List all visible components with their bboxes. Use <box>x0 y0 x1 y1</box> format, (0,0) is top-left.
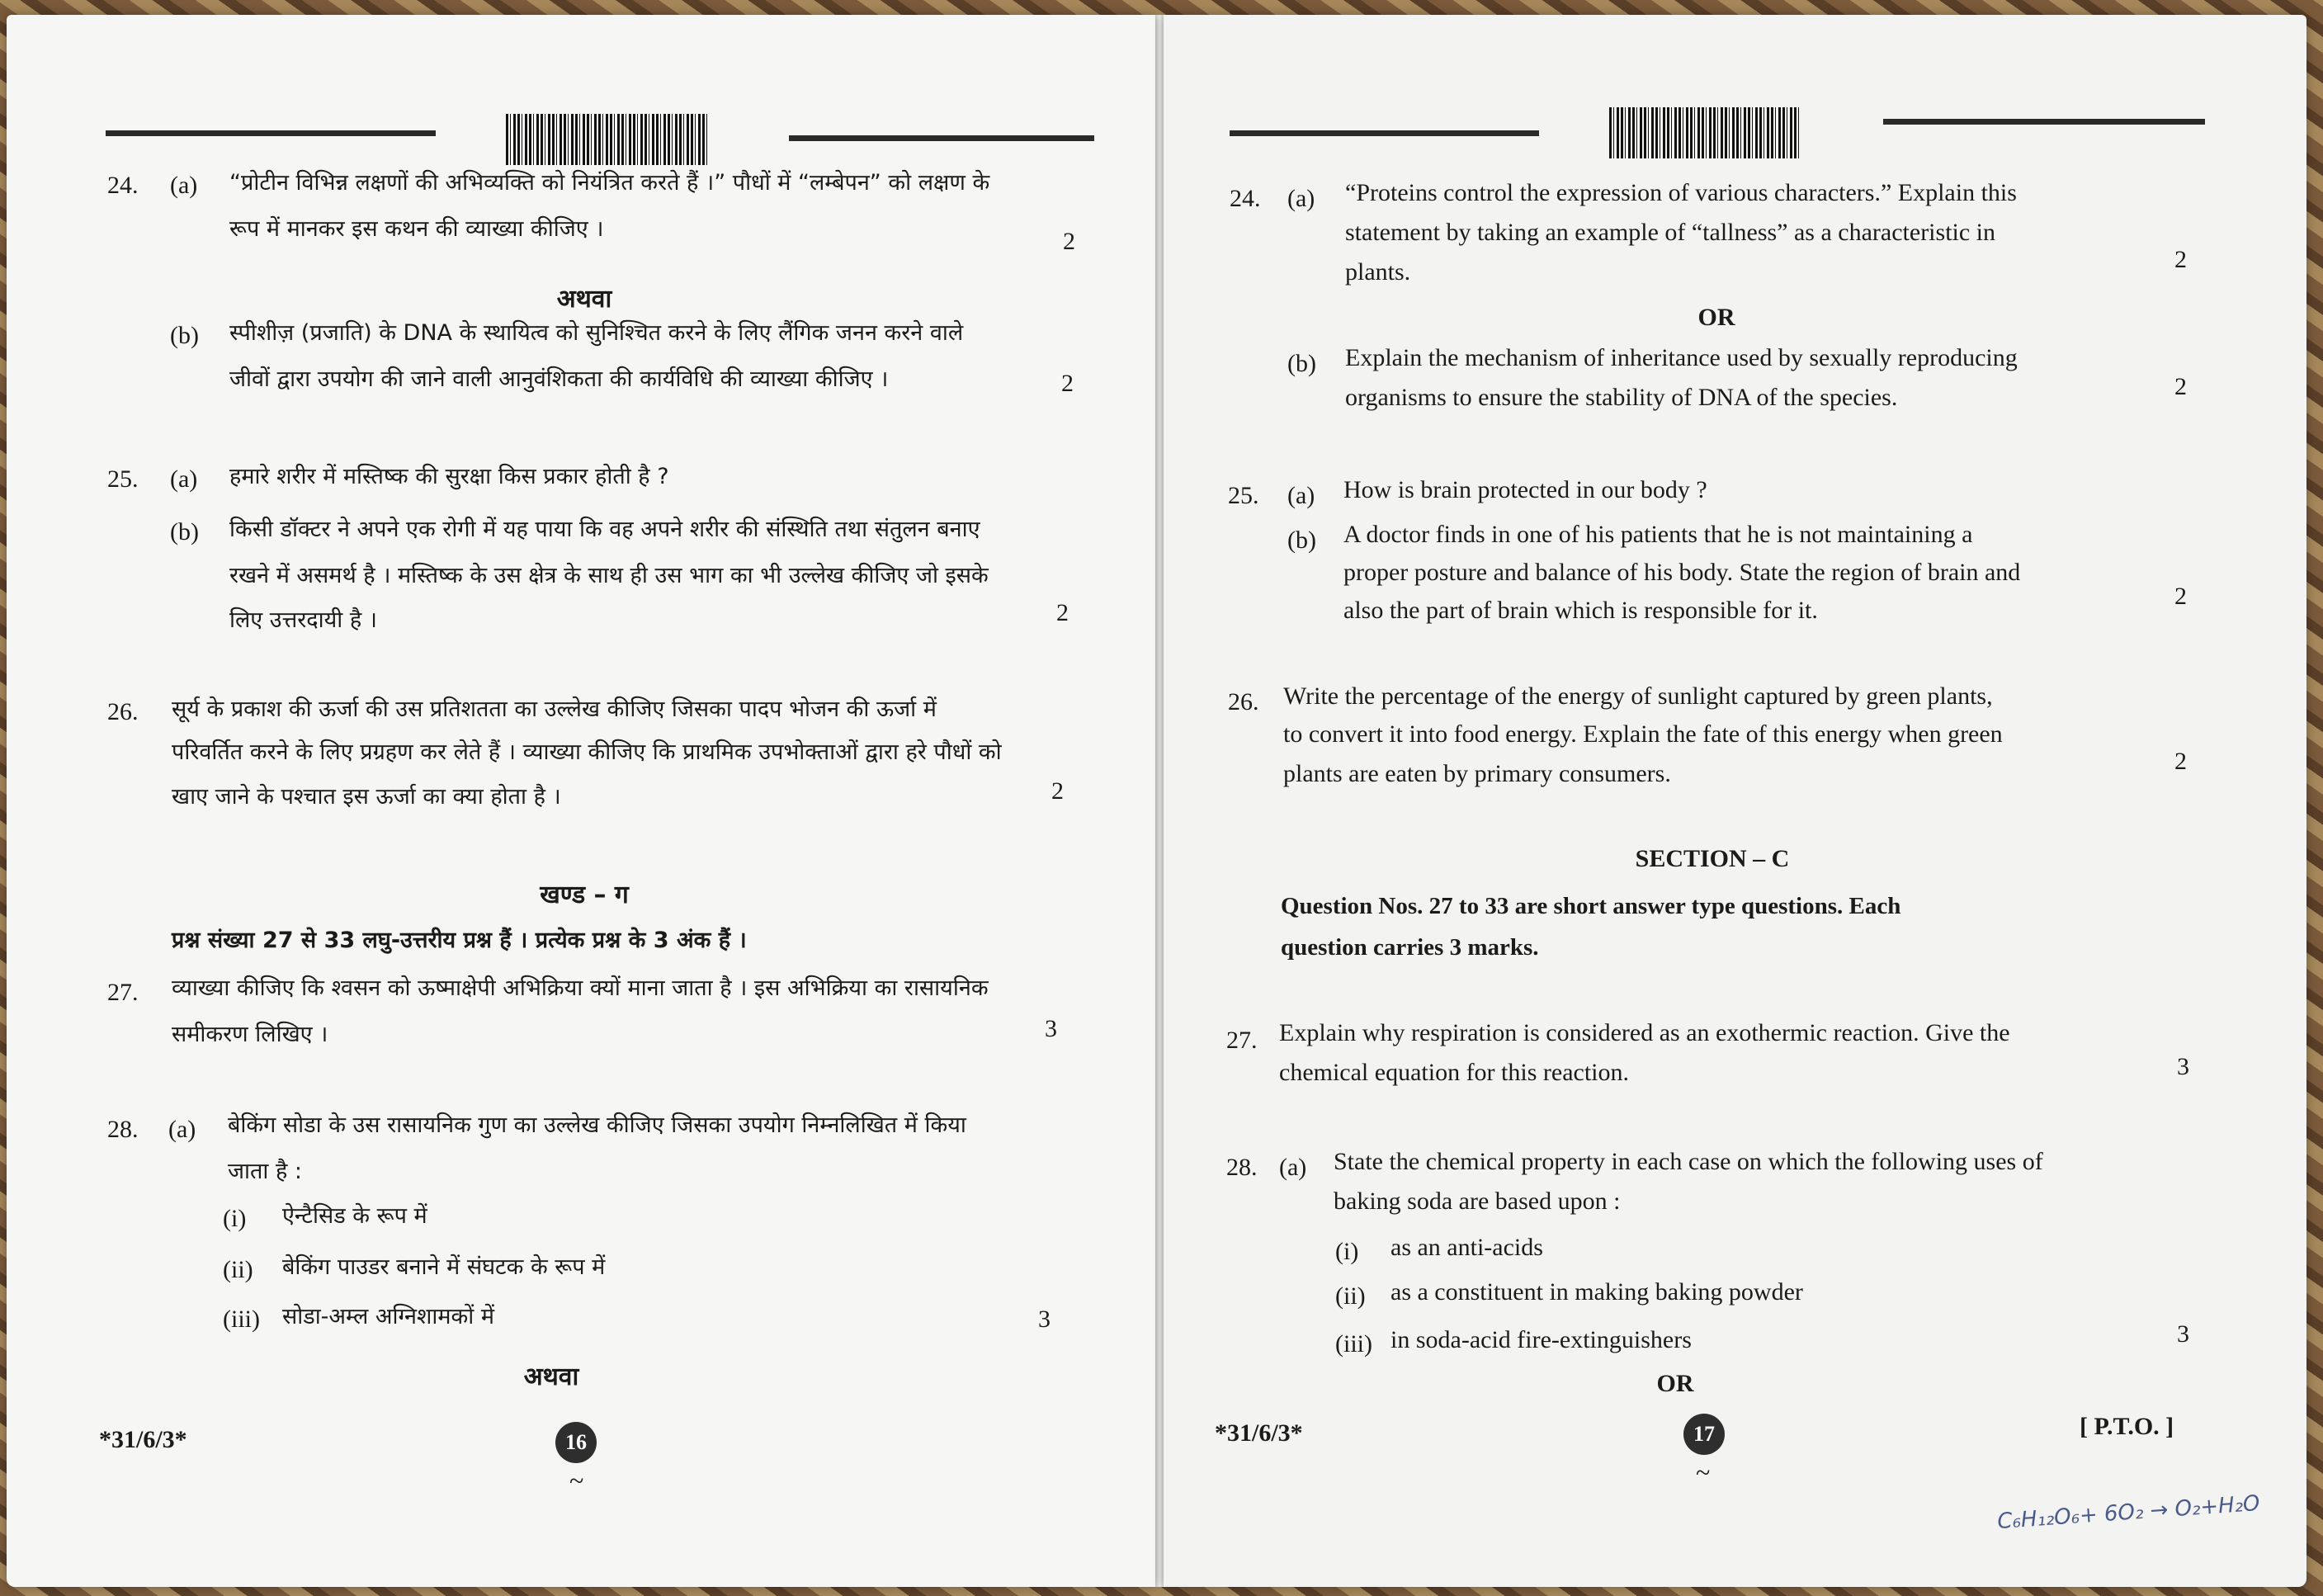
section-title: SECTION – C <box>1635 845 1790 872</box>
q25a-line1: हमारे शरीर में मस्तिष्क की सुरक्षा किस प्रकार होती है ? <box>229 464 669 489</box>
q28-i-label: (i) <box>223 1205 247 1232</box>
q24-or: OR <box>1697 304 1735 331</box>
q26-line3: plants are eaten by primary consumers. <box>1283 760 1671 787</box>
q24a-marks: 2 <box>2174 246 2187 273</box>
q24b-marks: 2 <box>1061 370 1074 397</box>
paper-code: *31/6/3* <box>1215 1419 1303 1447</box>
q24a-marks: 2 <box>1063 228 1075 255</box>
q24a-line1: “Proteins control the expression of various characters.” Explain this <box>1345 179 2017 206</box>
section-title: खण्ड – ग <box>540 881 629 909</box>
q28-iii-label: (iii) <box>1335 1330 1372 1358</box>
header-rule-right <box>789 135 1094 141</box>
q24b-line2: organisms to ensure the stability of DNA of the species. <box>1345 384 1898 411</box>
header-rule-right <box>1883 119 2205 125</box>
q28-iii-text: सोडा-अम्ल अग्निशामकों में <box>282 1304 495 1329</box>
q27-number: 27. <box>107 979 139 1006</box>
q28-ii-text: बेकिंग पाउडर बनाने में संघटक के रूप में <box>282 1254 606 1280</box>
q25b-line3: also the part of brain which is responsible for it. <box>1343 597 1818 624</box>
please-turn-over: [ P.T.O. ] <box>2080 1413 2174 1440</box>
page-number-badge: 16 <box>555 1422 597 1463</box>
q26-line1: सूर्य के प्रकाश की ऊर्जा की उस प्रतिशतता का उल्लेख कीजिए जिसका पादप भोजन की ऊर्जा में <box>172 696 937 722</box>
paper-code: *31/6/3* <box>99 1426 187 1453</box>
q26-line1: Write the percentage of the energy of sunlight captured by green plants, <box>1283 682 1993 710</box>
q28a-line1: बेकिंग सोडा के उस रासायनिक गुण का उल्लेख कीजिए जिसका उपयोग निम्नलिखित में किया <box>228 1112 966 1138</box>
q25a-label: (a) <box>1287 482 1315 509</box>
q25a-label: (a) <box>170 465 198 493</box>
q24b-marks: 2 <box>2174 373 2187 400</box>
q28-or: अथवा <box>523 1362 579 1391</box>
q28-i-text: as an anti-acids <box>1390 1234 1543 1261</box>
q28-iii-label: (iii) <box>223 1306 260 1333</box>
q25b-line1: किसी डॉक्टर ने अपने एक रोगी में यह पाया कि वह अपने शरीर की संस्थिति तथा संतुलन बनाए <box>229 517 980 542</box>
q28a-line2: जाता है : <box>228 1159 303 1184</box>
q24a-line2: रूप में मानकर इस कथन की व्याख्या कीजिए । <box>229 216 604 242</box>
q24b-line1: स्पीशीज़ (प्रजाति) के DNA के स्थायित्व को सुनिश्चित करने के लिए लैंगिक जनन करने वाले <box>229 320 964 346</box>
q28-or: OR <box>1656 1370 1694 1397</box>
q24-number: 24. <box>1230 185 1261 212</box>
q28-ii-label: (ii) <box>1335 1282 1366 1310</box>
q25a-line1: How is brain protected in our body ? <box>1343 476 1707 503</box>
q28-number: 28. <box>1226 1154 1258 1181</box>
q24b-line1: Explain the mechanism of inheritance used by sexually reproducing <box>1345 344 2018 371</box>
q27-line2: समीकरण लिखिए । <box>172 1022 328 1047</box>
q26-line2: परिवर्तित करने के लिए प्रग्रहण कर लेते हैं । व्याख्या कीजिए कि प्राथमिक उपभोक्ताओं द्वारा हरे पौधों को <box>172 739 1002 765</box>
q25-number: 25. <box>1228 482 1259 509</box>
q28-i-label: (i) <box>1335 1238 1359 1265</box>
page-tilde: ~ <box>1696 1457 1711 1487</box>
page-number-badge: 17 <box>1683 1414 1725 1455</box>
q28a-label: (a) <box>168 1116 196 1143</box>
q24-number: 24. <box>107 172 139 199</box>
q25-number: 25. <box>107 465 139 493</box>
section-note-line2: question carries 3 marks. <box>1281 934 1539 961</box>
header-rule-left <box>106 130 436 136</box>
q27-line2: chemical equation for this reaction. <box>1279 1059 1629 1086</box>
q24a-line3: plants. <box>1345 258 1411 286</box>
q26-marks: 2 <box>1051 777 1064 805</box>
q27-marks: 3 <box>1045 1015 1057 1042</box>
q24a-label: (a) <box>170 172 198 199</box>
q27-line1: व्याख्या कीजिए कि श्वसन को ऊष्माक्षेपी अभिक्रिया क्यों माना जाता है । इस अभिक्रिया का रासायनिक <box>172 975 989 1001</box>
section-note-line1: Question Nos. 27 to 33 are short answer type questions. Each <box>1281 893 1901 919</box>
section-note: प्रश्न संख्या 27 से 33 लघु-उत्तरीय प्रश्न हैं । प्रत्येक प्रश्न के 3 अंक हैं । <box>172 928 747 953</box>
q24b-line2: जीवों द्वारा उपयोग की जाने वाली आनुवंशिकता की कार्यविधि की व्याख्या कीजिए । <box>229 366 889 392</box>
q27-line1: Explain why respiration is considered as an exothermic reaction. Give the <box>1279 1019 2010 1046</box>
q24a-line2: statement by taking an example of “tallness” as a characteristic in <box>1345 219 1996 246</box>
q25b-label: (b) <box>1287 526 1316 554</box>
q25b-line2: proper posture and balance of his body. State the region of brain and <box>1343 559 2021 586</box>
q27-marks: 3 <box>2177 1053 2189 1080</box>
q28a-line2: baking soda are based upon : <box>1334 1188 1621 1215</box>
q25b-line2: रखने में असमर्थ है । मस्तिष्क के उस क्षेत्र के साथ ही उस भाग का भी उल्लेख कीजिए जो इसके <box>229 563 989 588</box>
barcode <box>506 114 708 165</box>
q25b-line1: A doctor finds in one of his patients that he is not maintaining a <box>1343 521 1973 548</box>
q26-number: 26. <box>107 698 139 725</box>
q24b-label: (b) <box>1287 350 1316 377</box>
q25-marks: 2 <box>2174 583 2187 610</box>
q28-i-text: ऐन्टैसिड के रूप में <box>282 1203 427 1229</box>
q25-marks: 2 <box>1056 599 1069 626</box>
q26-line2: to convert it into food energy. Explain the fate of this energy when green <box>1283 720 2003 748</box>
q24a-label: (a) <box>1287 185 1315 212</box>
q28-number: 28. <box>107 1116 139 1143</box>
q28-ii-label: (ii) <box>223 1256 253 1283</box>
q26-number: 26. <box>1228 688 1259 715</box>
right-page-english <box>1164 15 2306 1587</box>
q28-iii-text: in soda-acid fire-extinguishers <box>1390 1326 1692 1353</box>
header-rule-left <box>1230 130 1539 136</box>
q26-line3: खाए जाने के पश्चात इस ऊर्जा का क्या होता है । <box>172 784 561 810</box>
q24b-label: (b) <box>170 322 199 349</box>
barcode <box>1609 107 1799 158</box>
q25b-line3: लिए उत्तरदायी है । <box>229 607 378 633</box>
handwritten-equation: C₆H₁₂O₆+ 6O₂ → O₂+H₂O <box>1996 1490 2261 1535</box>
q28a-line1: State the chemical property in each case on which the following uses of <box>1334 1148 2043 1175</box>
q28-marks: 3 <box>1038 1306 1051 1333</box>
q24-or: अथवा <box>556 285 612 314</box>
q28-ii-text: as a constituent in making baking powder <box>1390 1278 1803 1306</box>
q28-marks: 3 <box>2177 1320 2189 1348</box>
q28a-label: (a) <box>1279 1154 1307 1181</box>
q27-number: 27. <box>1226 1027 1258 1054</box>
left-page-hindi <box>7 15 1155 1587</box>
page-tilde: ~ <box>569 1466 584 1495</box>
q25b-label: (b) <box>170 518 199 545</box>
q24a-line1: “प्रोटीन विभिन्न लक्षणों की अभिव्यक्ति को नियंत्रित करते हैं ।” पौधों में “लम्बेपन” को लक्षण के <box>229 170 990 196</box>
q26-marks: 2 <box>2174 748 2187 775</box>
